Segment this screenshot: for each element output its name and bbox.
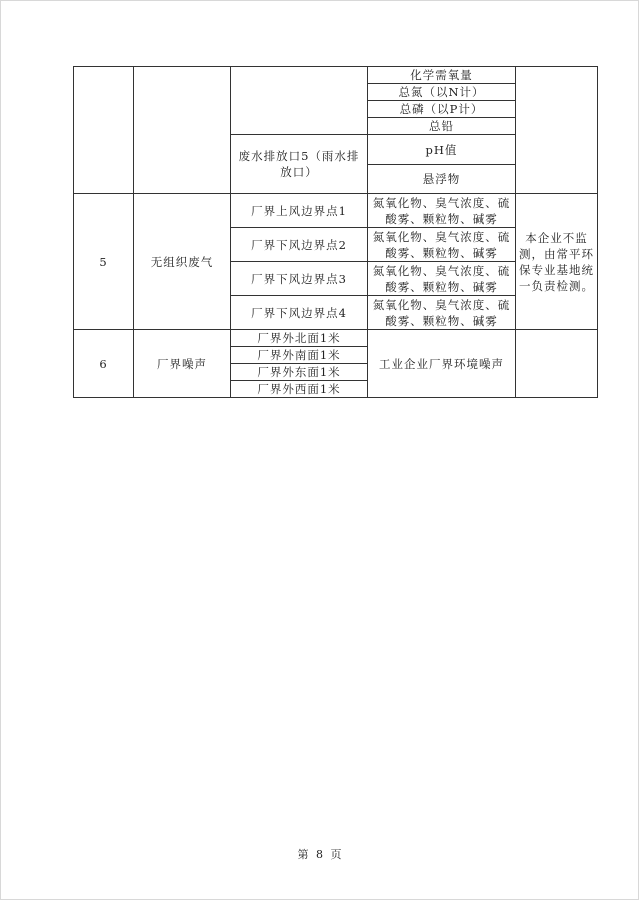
monitoring-type: 厂界噪声: [134, 330, 231, 398]
pollutant-cell: 氮氧化物、臭气浓度、硫酸雾、颗粒物、碱雾: [368, 194, 516, 228]
pollutant-cell: 氮氧化物、臭气浓度、硫酸雾、颗粒物、碱雾: [368, 228, 516, 262]
monitoring-point-cell: 废水排放口5（雨水排放口）: [231, 135, 368, 194]
cell-note-empty: [516, 67, 598, 194]
monitoring-point-cell: 厂界外南面1米: [231, 347, 368, 364]
pollutant-cell: pH值: [368, 135, 516, 165]
remark-cell: 本企业不监测，由常平环保专业基地统一负责检测。: [516, 194, 598, 330]
monitoring-table: [73, 66, 598, 398]
cell-no-empty: [74, 67, 134, 194]
monitoring-point-cell: 厂界下风边界点4: [231, 296, 368, 330]
monitoring-point-cell: 厂界外西面1米: [231, 381, 368, 398]
monitoring-type: 无组织废气: [134, 194, 231, 330]
pollutant-cell: 工业企业厂界环境噪声: [368, 330, 516, 398]
table-row: [74, 194, 598, 228]
cell-point-empty: [231, 67, 368, 135]
table-row: [74, 330, 598, 347]
table-row: [74, 67, 598, 84]
row-number: 5: [74, 194, 134, 330]
monitoring-point-cell: 厂界外东面1米: [231, 364, 368, 381]
monitoring-point-cell: 厂界下风边界点2: [231, 228, 368, 262]
pollutant-cell: 总氮（以N计）: [368, 84, 516, 101]
pollutant-cell: 化学需氧量: [368, 67, 516, 84]
monitoring-point-cell: 厂界外北面1米: [231, 330, 368, 347]
pollutant-cell: 氮氧化物、臭气浓度、硫酸雾、颗粒物、碱雾: [368, 262, 516, 296]
row-number: 6: [74, 330, 134, 398]
cell-note-empty: [516, 330, 598, 398]
pollutant-cell: 氮氧化物、臭气浓度、硫酸雾、颗粒物、碱雾: [368, 296, 516, 330]
pollutant-cell: 总磷（以P计）: [368, 101, 516, 118]
monitoring-point-cell: 厂界下风边界点3: [231, 262, 368, 296]
pollutant-cell: 悬浮物: [368, 165, 516, 194]
pollutant-cell: 总铅: [368, 118, 516, 135]
page-number: 第 8 页: [297, 848, 344, 861]
monitoring-point-cell: 厂界上风边界点1: [231, 194, 368, 228]
cell-type-empty: [134, 67, 231, 194]
